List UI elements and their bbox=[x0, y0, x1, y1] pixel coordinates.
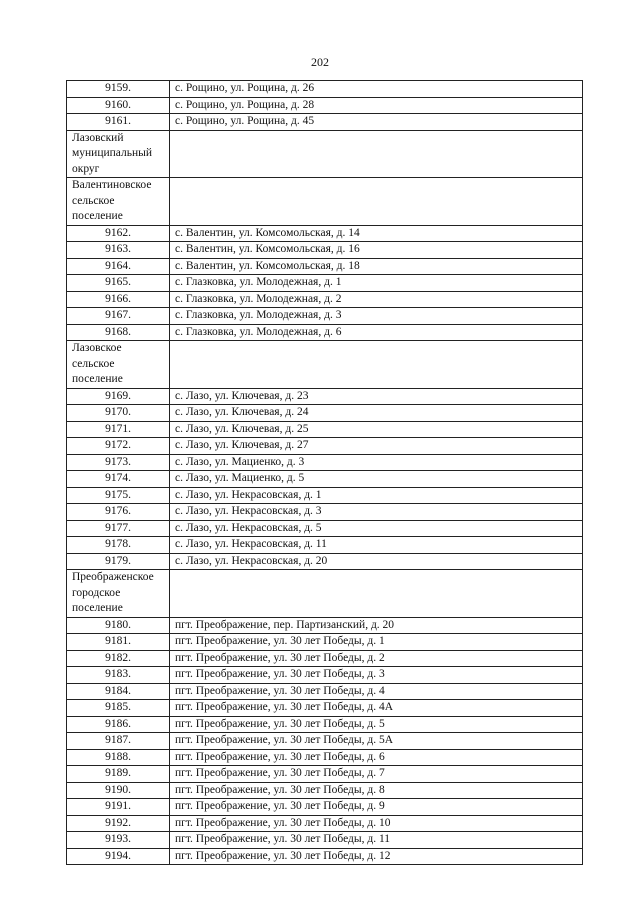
table-row bbox=[67, 438, 583, 455]
table-row bbox=[67, 848, 583, 865]
row-address: с. Валентин, ул. Комсомольская, д. 18 bbox=[170, 258, 583, 275]
section-row bbox=[67, 178, 583, 226]
table-row bbox=[67, 667, 583, 684]
table-row bbox=[67, 114, 583, 131]
table-row bbox=[67, 324, 583, 341]
section-title-line: муниципальный bbox=[72, 147, 153, 159]
row-address: с. Лазо, ул. Ключевая, д. 27 bbox=[170, 438, 583, 455]
row-address: с. Лазо, ул. Некрасовская, д. 3 bbox=[170, 504, 583, 521]
row-address: с. Лазо, ул. Некрасовская, д. 11 bbox=[170, 537, 583, 554]
table-row bbox=[67, 225, 583, 242]
row-number: 9166. bbox=[67, 291, 170, 308]
section-empty-cell bbox=[170, 341, 583, 389]
table-row bbox=[67, 504, 583, 521]
row-number: 9194. bbox=[67, 848, 170, 865]
row-number: 9179. bbox=[67, 553, 170, 570]
row-address: с. Лазо, ул. Мациенко, д. 5 bbox=[170, 471, 583, 488]
row-number: 9180. bbox=[67, 617, 170, 634]
row-number: 9186. bbox=[67, 716, 170, 733]
row-number: 9162. bbox=[67, 225, 170, 242]
row-number: 9164. bbox=[67, 258, 170, 275]
section-title-line: Лазовский bbox=[72, 131, 124, 144]
table-row bbox=[67, 454, 583, 471]
row-number: 9181. bbox=[67, 634, 170, 651]
row-number: 9183. bbox=[67, 667, 170, 684]
row-address: пгт. Преображение, ул. 30 лет Победы, д. 1 bbox=[170, 634, 583, 651]
address-table bbox=[66, 80, 583, 865]
row-number: 9169. bbox=[67, 388, 170, 405]
table-row bbox=[67, 537, 583, 554]
row-number: 9171. bbox=[67, 421, 170, 438]
row-number: 9159. bbox=[67, 81, 170, 98]
row-number: 9178. bbox=[67, 537, 170, 554]
row-number: 9189. bbox=[67, 766, 170, 783]
section-title-line: сельское bbox=[72, 357, 115, 370]
table-row bbox=[67, 700, 583, 717]
section-title bbox=[67, 130, 170, 178]
row-address: с. Рощино, ул. Рощина, д. 28 bbox=[170, 97, 583, 114]
table-row bbox=[67, 81, 583, 98]
row-number: 9160. bbox=[67, 97, 170, 114]
row-address: с. Глазковка, ул. Молодежная, д. 1 bbox=[170, 275, 583, 292]
row-address: пгт. Преображение, ул. 30 лет Победы, д. 9 bbox=[170, 799, 583, 816]
row-number: 9187. bbox=[67, 733, 170, 750]
row-address: с. Рощино, ул. Рощина, д. 45 bbox=[170, 114, 583, 131]
table-row bbox=[67, 815, 583, 832]
section-title-line: поселение bbox=[72, 602, 123, 614]
row-address: пгт. Преображение, ул. 30 лет Победы, д. 5А bbox=[170, 733, 583, 750]
row-number: 9192. bbox=[67, 815, 170, 832]
row-address: пгт. Преображение, ул. 30 лет Победы, д. 3 bbox=[170, 667, 583, 684]
row-address: пгт. Преображение, ул. 30 лет Победы, д. 4 bbox=[170, 683, 583, 700]
row-address: с. Рощино, ул. Рощина, д. 26 bbox=[170, 81, 583, 98]
table-row bbox=[67, 782, 583, 799]
row-number: 9188. bbox=[67, 749, 170, 766]
table-row bbox=[67, 733, 583, 750]
row-address: с. Лазо, ул. Ключевая, д. 23 bbox=[170, 388, 583, 405]
row-number: 9175. bbox=[67, 487, 170, 504]
table-row bbox=[67, 832, 583, 849]
row-number: 9161. bbox=[67, 114, 170, 131]
address-table-body bbox=[67, 81, 583, 865]
row-number: 9168. bbox=[67, 324, 170, 341]
table-row bbox=[67, 471, 583, 488]
row-address: с. Глазковка, ул. Молодежная, д. 3 bbox=[170, 308, 583, 325]
table-row bbox=[67, 617, 583, 634]
table-row bbox=[67, 97, 583, 114]
row-address: с. Лазо, ул. Некрасовская, д. 5 bbox=[170, 520, 583, 537]
table-row bbox=[67, 308, 583, 325]
row-address: с. Валентин, ул. Комсомольская, д. 14 bbox=[170, 225, 583, 242]
row-address: пгт. Преображение, ул. 30 лет Победы, д. 11 bbox=[170, 832, 583, 849]
row-address: с. Лазо, ул. Некрасовская, д. 1 bbox=[170, 487, 583, 504]
row-number: 9184. bbox=[67, 683, 170, 700]
section-title-line: Валентиновское bbox=[72, 179, 152, 191]
table-row bbox=[67, 716, 583, 733]
section-title-line: городское bbox=[72, 586, 121, 599]
row-address: с. Глазковка, ул. Молодежная, д. 6 bbox=[170, 324, 583, 341]
row-number: 9190. bbox=[67, 782, 170, 799]
table-row bbox=[67, 275, 583, 292]
section-row bbox=[67, 570, 583, 618]
row-address: пгт. Преображение, пер. Партизанский, д. 20 bbox=[170, 617, 583, 634]
table-row bbox=[67, 291, 583, 308]
row-number: 9172. bbox=[67, 438, 170, 455]
row-address: пгт. Преображение, ул. 30 лет Победы, д. 10 bbox=[170, 815, 583, 832]
table-row bbox=[67, 683, 583, 700]
row-number: 9163. bbox=[67, 242, 170, 259]
row-address: с. Глазковка, ул. Молодежная, д. 2 bbox=[170, 291, 583, 308]
section-title bbox=[67, 570, 170, 618]
table-row bbox=[67, 766, 583, 783]
table-row bbox=[67, 553, 583, 570]
row-number: 9176. bbox=[67, 504, 170, 521]
row-number: 9165. bbox=[67, 275, 170, 292]
section-title-line: поселение bbox=[72, 373, 123, 385]
row-number: 9177. bbox=[67, 520, 170, 537]
row-address: с. Лазо, ул. Некрасовская, д. 20 bbox=[170, 553, 583, 570]
row-number: 9191. bbox=[67, 799, 170, 816]
section-empty-cell bbox=[170, 570, 583, 618]
table-row bbox=[67, 421, 583, 438]
section-empty-cell bbox=[170, 178, 583, 226]
row-number: 9185. bbox=[67, 700, 170, 717]
table-row bbox=[67, 405, 583, 422]
row-address: пгт. Преображение, ул. 30 лет Победы, д. 6 bbox=[170, 749, 583, 766]
table-row bbox=[67, 749, 583, 766]
page-number: 202 bbox=[311, 55, 329, 69]
section-empty-cell bbox=[170, 130, 583, 178]
section-title bbox=[67, 178, 170, 226]
row-number: 9170. bbox=[67, 405, 170, 422]
table-row bbox=[67, 520, 583, 537]
row-address: пгт. Преображение, ул. 30 лет Победы, д. 7 bbox=[170, 766, 583, 783]
row-address: пгт. Преображение, ул. 30 лет Победы, д. 2 bbox=[170, 650, 583, 667]
table-row bbox=[67, 388, 583, 405]
table-row bbox=[67, 258, 583, 275]
row-number: 9173. bbox=[67, 454, 170, 471]
row-address: пгт. Преображение, ул. 30 лет Победы, д. 8 bbox=[170, 782, 583, 799]
section-title-line: Преображенское bbox=[72, 571, 154, 583]
table-row bbox=[67, 650, 583, 667]
row-address: пгт. Преображение, ул. 30 лет Победы, д. 4А bbox=[170, 700, 583, 717]
row-address: с. Лазо, ул. Ключевая, д. 25 bbox=[170, 421, 583, 438]
section-title-line: поселение bbox=[72, 210, 123, 222]
row-address: пгт. Преображение, ул. 30 лет Победы, д. 12 bbox=[170, 848, 583, 865]
section-row bbox=[67, 130, 583, 178]
table-row bbox=[67, 242, 583, 259]
row-number: 9193. bbox=[67, 832, 170, 849]
row-address: с. Валентин, ул. Комсомольская, д. 16 bbox=[170, 242, 583, 259]
table-row bbox=[67, 634, 583, 651]
table-row bbox=[67, 799, 583, 816]
row-address: с. Лазо, ул. Мациенко, д. 3 bbox=[170, 454, 583, 471]
row-number: 9174. bbox=[67, 471, 170, 488]
row-number: 9167. bbox=[67, 308, 170, 325]
section-title-line: сельское bbox=[72, 194, 115, 207]
section-title-line: округ bbox=[72, 162, 100, 175]
section-title-line: Лазовское bbox=[72, 342, 122, 354]
row-address: пгт. Преображение, ул. 30 лет Победы, д. 5 bbox=[170, 716, 583, 733]
table-row bbox=[67, 487, 583, 504]
row-address: с. Лазо, ул. Ключевая, д. 24 bbox=[170, 405, 583, 422]
section-title bbox=[67, 341, 170, 389]
section-row bbox=[67, 341, 583, 389]
row-number: 9182. bbox=[67, 650, 170, 667]
